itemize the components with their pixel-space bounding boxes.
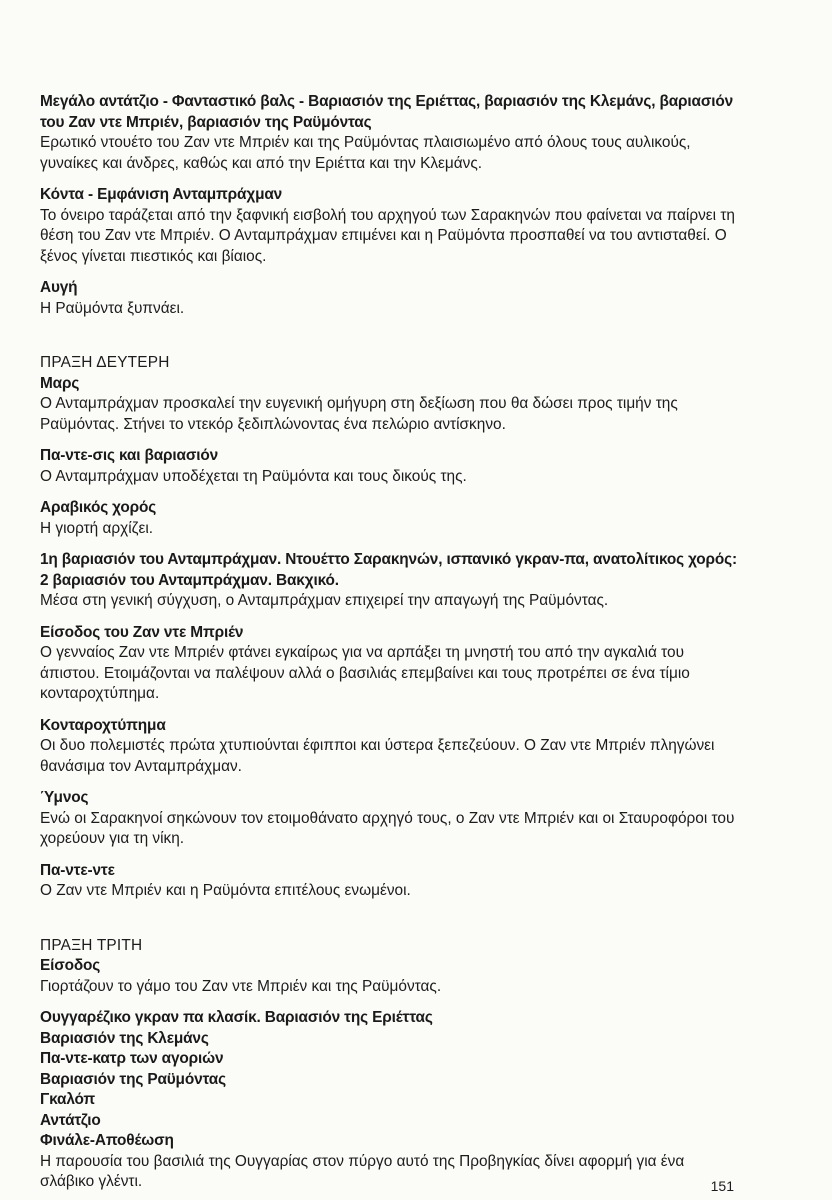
page-number: 151 <box>710 1178 734 1194</box>
item-text: Το όνειρο ταράζεται από την ξαφνική εισβολή του αρχηγού των Σαρακηνών που φαίνεται να παίρνει τη θέση του Ζαν ντε Μπριέν. Ο Ανταμπράχμαν επιμένει και η Ραϋμόντα προσπαθεί να του αντισταθεί. Ο ξένος γίνεται πιεστικός και βίαιος. <box>40 206 735 265</box>
act-two-title: ΠΡΑΞΗ ΔΕΥΤΕΡΗ <box>40 354 170 371</box>
item-text: Ο Ανταμπράχμαν προσκαλεί την ευγενική ομήγυρη στη δεξίωση που θα δώσει προς τιμήν της Ραϋμόντας. Στήνει το ντεκόρ ξεδιπλώνοντας ένα πελώριο αντίσκηνο. <box>40 395 678 433</box>
act-two-item-entrance-jean <box>40 623 739 705</box>
finale-heading: Αντάτζιο <box>40 1111 101 1129</box>
finale-heading: Βαριασιόν της Ραϋμόντας <box>40 1070 226 1088</box>
item-heading: Είσοδος <box>40 957 101 974</box>
intro-item-grand-adagio <box>40 92 739 174</box>
finale-heading: Γκαλόπ <box>40 1091 96 1108</box>
item-text: Ο γενναίος Ζαν ντε Μπριέν φτάνει εγκαίρως για να αρπάξει τη μνηστή του από την αγκαλιά του άπιστου. Ετοιμάζονται να παλέψουν αλλά ο βασιλιάς επεμβαίνει και τους προτρέπει σε ένα τίμιο κονταροχτύπημα. <box>40 644 690 702</box>
item-heading: Πα-ντε-σις και βαριασιόν <box>40 447 219 464</box>
item-heading: Αυγή <box>40 279 78 296</box>
finale-heading: Φινάλε-Αποθέωση <box>40 1132 174 1149</box>
intro-item-dawn <box>40 278 739 319</box>
act-two-item-march <box>40 374 739 436</box>
item-text: Η Ραϋμόντα ξυπνάει. <box>40 299 185 317</box>
item-heading: 1η βαριασιόν του Ανταμπράχμαν. Ντουέττο Σαρακηνών, ισπανικό γκραν-πα, ανατολίτικος χορός: 2 βαριασιόν του Ανταμπράχμαν. Βακχικό. <box>40 551 737 589</box>
item-text: Γιορτάζουν το γάμο του Ζαν ντε Μπριέν και της Ραϋμόντας. <box>40 977 442 995</box>
item-text: Οι δυο πολεμιστές πρώτα χτυπιούνται έφιπποι και ύστερα ξεπεζεύουν. Ο Ζαν ντε Μπριέν πληγώνει θανάσιμα τον Ανταμπράχμαν. <box>40 737 715 775</box>
act-three-title: ΠΡΑΞΗ ΤΡΙΤΗ <box>40 936 143 954</box>
item-heading: Πα-ντε-ντε <box>40 861 115 879</box>
item-heading: Ύμνος <box>40 789 89 806</box>
item-heading: Αραβικός χορός <box>40 499 157 516</box>
item-heading: Κόντα - Εμφάνιση Ανταμπράχμαν <box>40 186 283 203</box>
item-heading: Μεγάλο αντάτζιο - Φανταστικό βαλς - Βαριασιόν της Εριέττας, βαριασιόν της Κλεμάνς, βαριασιόν του Ζαν ντε Μπριέν, βαριασιόν της Ραϋμόντας <box>40 93 734 131</box>
act-two-item-joust <box>40 716 739 778</box>
finale-heading: Βαριασιόν της Κλεμάνς <box>40 1029 209 1047</box>
item-text: Ο Ζαν ντε Μπριέν και η Ραϋμόντα επιτέλους ενωμένοι. <box>40 882 411 899</box>
finale-heading: Πα-ντε-κατρ των αγοριών <box>40 1050 224 1067</box>
act-two-item-hymn <box>40 788 739 850</box>
item-heading: Μαρς <box>40 374 80 392</box>
act-two-item-first-variation <box>40 550 739 612</box>
intro-item-coda <box>40 185 739 267</box>
finale-text: Η παρουσία του βασιλιά της Ουγγαρίας στον πύργο αυτό της Προβηγκίας δίνει αφορμή για ένα σλάβικο γλέντι. <box>40 1152 685 1190</box>
act-three-item-entrance <box>40 956 739 997</box>
finale-heading: Ουγγαρέζικο γκραν πα κλασίκ. Βαριασιόν της Εριέττας <box>40 1009 433 1026</box>
act-two-item-pas-de-deux <box>40 861 739 902</box>
item-text: Η γιορτή αρχίζει. <box>40 519 154 537</box>
act-two-item-arabic-dance <box>40 498 739 539</box>
item-text: Μέσα στη γενική σύγχυση, ο Ανταμπράχμαν επιχειρεί την απαγωγή της Ραϋμόντας. <box>40 592 609 609</box>
act-two-item-pas-de-six <box>40 446 739 487</box>
act-three-finale-list <box>40 1008 739 1193</box>
item-heading: Είσοδος του Ζαν ντε Μπριέν <box>40 623 244 641</box>
item-heading: Κονταροχτύπημα <box>40 716 166 734</box>
item-text: Ερωτικό ντουέτο του Ζαν ντε Μπριέν και της Ραϋμόντας πλαισιωμένο από όλους τους αυλικούς, γυναίκες και άνδρες, καθώς και από την Εριέττα και την Κλεμάνς. <box>40 134 691 172</box>
item-text: Ο Ανταμπράχμαν υποδέχεται τη Ραϋμόντα και τους δικούς της. <box>40 467 467 485</box>
item-text: Ενώ οι Σαρακηνοί σηκώνουν τον ετοιμοθάνατο αρχηγό τους, ο Ζαν ντε Μπριέν και οι Σταυροφόροι του χορεύουν για τη νίκη. <box>40 809 735 847</box>
